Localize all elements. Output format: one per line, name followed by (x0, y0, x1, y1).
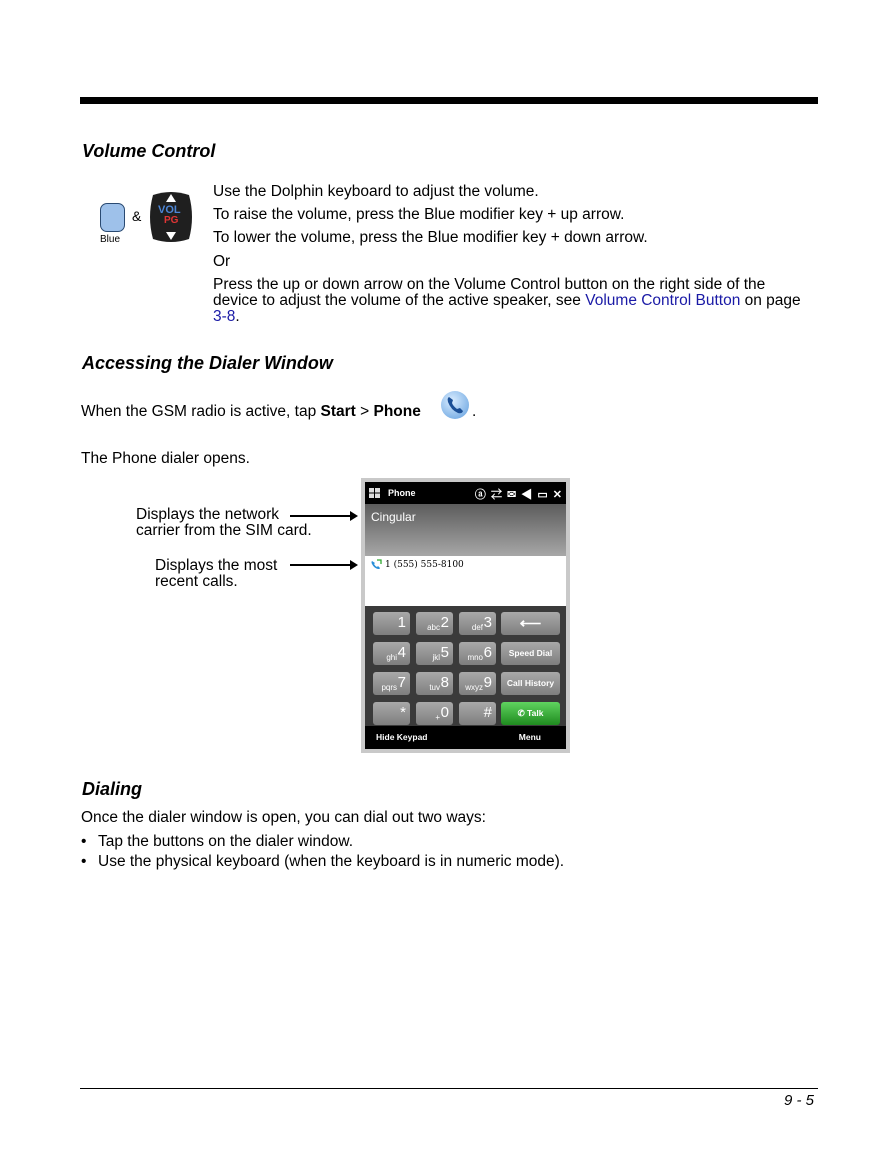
intro-sep: > (355, 403, 374, 420)
phone-app-icon (440, 390, 470, 420)
key-digit: 3 (483, 614, 492, 631)
key-digit: 5 (440, 644, 449, 661)
start-label: Start (320, 403, 356, 420)
softkey-bar (365, 726, 566, 749)
call-history-button[interactable]: Call History (501, 672, 560, 695)
key-digit: 1 (397, 614, 406, 631)
talk-label: Talk (527, 708, 544, 718)
key-digit: 7 (397, 674, 406, 691)
volume-press-paragraph (213, 277, 803, 325)
key-9[interactable] (459, 672, 496, 695)
dialer-opens-text: The Phone dialer opens. (81, 450, 250, 467)
blue-modifier-key-icon (100, 203, 125, 232)
keypad (365, 606, 566, 726)
phone-dialer-screenshot (361, 478, 570, 753)
hide-keypad-softkey[interactable]: Hide Keypad (376, 732, 428, 742)
key-digit: 9 (483, 674, 492, 691)
key-5[interactable] (416, 642, 453, 665)
key-7[interactable] (373, 672, 410, 695)
key-2[interactable] (416, 612, 453, 635)
pg-label: PG (164, 215, 179, 226)
key-letters: mno (467, 653, 483, 662)
volume-control-heading: Volume Control (82, 141, 216, 161)
windows-logo-icon[interactable] (369, 488, 380, 498)
press-text-3: . (235, 308, 240, 325)
key-6[interactable] (459, 642, 496, 665)
dialing-heading: Dialing (82, 779, 143, 799)
volume-line-3: To lower the volume, press the Blue modifier key + down arrow. (213, 229, 648, 246)
dialing-methods-list (80, 832, 564, 871)
key-letters: wxyz (465, 683, 483, 692)
ampersand: & (132, 208, 142, 224)
list-item: • Use the physical keyboard (when the keyboard is in numeric mode). (80, 852, 564, 872)
volume-control-button-link[interactable]: Volume Control Button (585, 292, 741, 309)
key-hash[interactable] (459, 702, 496, 725)
key-8[interactable] (416, 672, 453, 695)
key-letters: + (435, 713, 440, 722)
key-digit: 6 (483, 644, 492, 661)
speed-dial-button[interactable]: Speed Dial (501, 642, 560, 665)
talk-button[interactable] (501, 702, 560, 725)
volume-line-or: Or (213, 253, 231, 270)
callout-network: Displays the network carrier from the SIM card. (136, 506, 312, 539)
key-3[interactable] (459, 612, 496, 635)
footer-rule (80, 1088, 818, 1089)
intro-suffix: . (472, 403, 477, 420)
carrier-area (365, 504, 566, 556)
key-digit: 0 (440, 704, 449, 721)
key-digit: # (483, 704, 492, 721)
volume-line-1: Use the Dolphin keyboard to adjust the volume. (213, 183, 539, 200)
key-star[interactable] (373, 702, 410, 725)
key-letters: pqrs (381, 683, 397, 692)
carrier-name: Cingular (371, 510, 416, 524)
backspace-button[interactable]: ⟵ (501, 612, 560, 635)
key-1[interactable] (373, 612, 410, 635)
key-digit: * (400, 704, 406, 721)
key-0[interactable] (416, 702, 453, 725)
dialing-intro: Once the dialer window is open, you can dial out two ways: (81, 809, 486, 826)
vol-label: VOL (158, 204, 181, 216)
callout-network-arrow (290, 515, 356, 517)
key-letters: def (471, 623, 483, 632)
volume-line-2: To raise the volume, press the Blue modifier key + up arrow. (213, 206, 625, 223)
key-4[interactable] (373, 642, 410, 665)
dialer-intro (81, 404, 421, 420)
press-text-1: Press the up or down arrow on the Volume Control button on the right side of the device to adjust the volume of the active speaker, see (213, 276, 766, 309)
list-item: • Tap the buttons on the dialer window. (80, 832, 564, 852)
dialer-heading: Accessing the Dialer Window (82, 353, 333, 373)
phone-screen (365, 482, 566, 749)
recent-calls-area (365, 556, 566, 606)
press-text-2: on page (740, 292, 801, 309)
key-digit: 2 (440, 614, 449, 631)
key-digit: 4 (397, 644, 406, 661)
intro-prefix: When the GSM radio is active, tap (81, 403, 321, 420)
key-letters: ghi (386, 653, 397, 662)
key-letters: tuv (429, 683, 440, 692)
key-digit: 8 (440, 674, 449, 691)
recent-call-number[interactable]: 1 (555) 555-8100 (385, 560, 464, 570)
header-rule (80, 97, 818, 104)
phone-title: Phone (388, 488, 416, 498)
page-3-8-link[interactable]: 3-8 (213, 308, 236, 325)
callout-recent: Displays the most recent calls. (155, 557, 278, 590)
blue-key-label: Blue (100, 234, 121, 245)
phone-titlebar (365, 482, 566, 504)
key-letters: abc (427, 623, 440, 632)
status-icons[interactable]: ⓐ ⇄ ✉ ◀ ▭ ✕ (474, 489, 563, 501)
key-letters: jkl (432, 653, 440, 662)
recent-call-icon (370, 559, 382, 571)
page-number: 9 - 5 (783, 1092, 814, 1109)
menu-softkey[interactable]: Menu (518, 732, 541, 742)
talk-phone-icon: ✆ (517, 708, 528, 718)
callout-recent-arrow (290, 564, 356, 566)
phone-label: Phone (373, 403, 421, 420)
